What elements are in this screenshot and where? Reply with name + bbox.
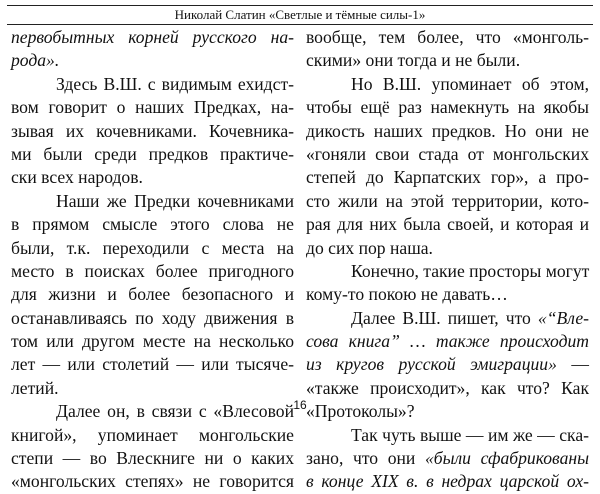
- left-text-column: [11, 26, 294, 494]
- text-line: Здесь В.Ш. с видимым ехидст-: [56, 73, 294, 94]
- text-line: до сих пор наша.: [306, 237, 433, 258]
- text-line: Наши же Предки кочевниками: [56, 190, 294, 211]
- text-line: лет — или столетий — или тысяче-: [11, 354, 294, 375]
- text-line: Далее он, в связи с «Влесовой: [56, 401, 294, 422]
- text-line: ми были среди предков практиче-: [11, 143, 294, 164]
- text-line: останавливаясь по ходу движения в: [11, 307, 294, 328]
- text-line: кому-то покою не давать…: [306, 284, 508, 305]
- text-line: рая для них была своей, и которая и: [306, 214, 589, 235]
- text-line: вом говорит о наших Предках, на-: [11, 97, 294, 118]
- text-line: зывая их кочевниками. Кочевника-: [11, 120, 294, 141]
- text-line: чтобы ещё раз намекнуть на якобы: [306, 97, 589, 118]
- text-line: «Протоколы»?: [306, 401, 415, 422]
- text-line: Конечно, такие просторы могут: [351, 260, 590, 281]
- italic-quote: «“Вле-: [537, 307, 589, 328]
- text-line: летий.: [11, 377, 59, 398]
- italic-quote: в конце XIX в. в недрах царской ох-: [306, 471, 589, 492]
- text-line: Так чуть выше — им же — ска-: [351, 424, 589, 445]
- italic-quote: сова книга” … также происходит: [306, 331, 589, 352]
- right-text-column: [306, 26, 589, 494]
- text-line: [306, 330, 589, 353]
- text-line: [306, 447, 589, 470]
- text-line: рода».: [11, 50, 60, 71]
- text-line: [306, 307, 589, 330]
- running-header-title: Николай Слатин «Светлые и тёмные силы-1»: [174, 7, 426, 22]
- text-line: ски всех народов.: [11, 167, 143, 188]
- text-line: были, т.к. переходили с места на: [11, 237, 294, 258]
- text-line: книгой», упоминает монгольские: [11, 424, 294, 445]
- text-segment: —: [556, 354, 589, 375]
- text-line: дикость наших предков. Но они не: [306, 120, 589, 141]
- text-line: вообще, тем более, что «монголь-: [306, 27, 589, 47]
- text-line: степей до Карпатских гор», а про-: [306, 167, 589, 188]
- text-line: «гоняли свои стада от монгольских: [306, 143, 589, 164]
- italic-quote: «были сфабрикованы: [424, 448, 590, 469]
- text-line: «также происходит», как что? Как: [306, 377, 589, 398]
- text-line: для жизни и более безопасного и: [11, 284, 294, 305]
- text-line: скими» они тогда и не были.: [306, 50, 521, 71]
- text-segment: Далее В.Ш. пишет, что: [351, 307, 538, 328]
- text-line: том или другом месте на несколько: [11, 331, 294, 352]
- text-line: место в поисках более пригодного: [11, 260, 294, 281]
- running-header: [7, 5, 593, 25]
- text-line: в прямом смысле этого слова не: [11, 214, 294, 235]
- text-line: [306, 470, 589, 493]
- text-line: степи — во Влескниге ни о каких: [11, 448, 294, 469]
- page-number: 16: [293, 398, 307, 412]
- text-line: Но В.Ш. упоминает об этом,: [351, 73, 589, 94]
- text-line: сто жили на этой территории, кото-: [306, 190, 589, 211]
- text-line: [306, 353, 589, 376]
- italic-quote: из кругов русской эмиграции»: [306, 354, 557, 375]
- text-line: «монгольских степях» не говорится: [11, 471, 294, 492]
- text-line: первобытных корней русского на-: [11, 27, 294, 47]
- text-segment: зано, что они: [306, 448, 425, 469]
